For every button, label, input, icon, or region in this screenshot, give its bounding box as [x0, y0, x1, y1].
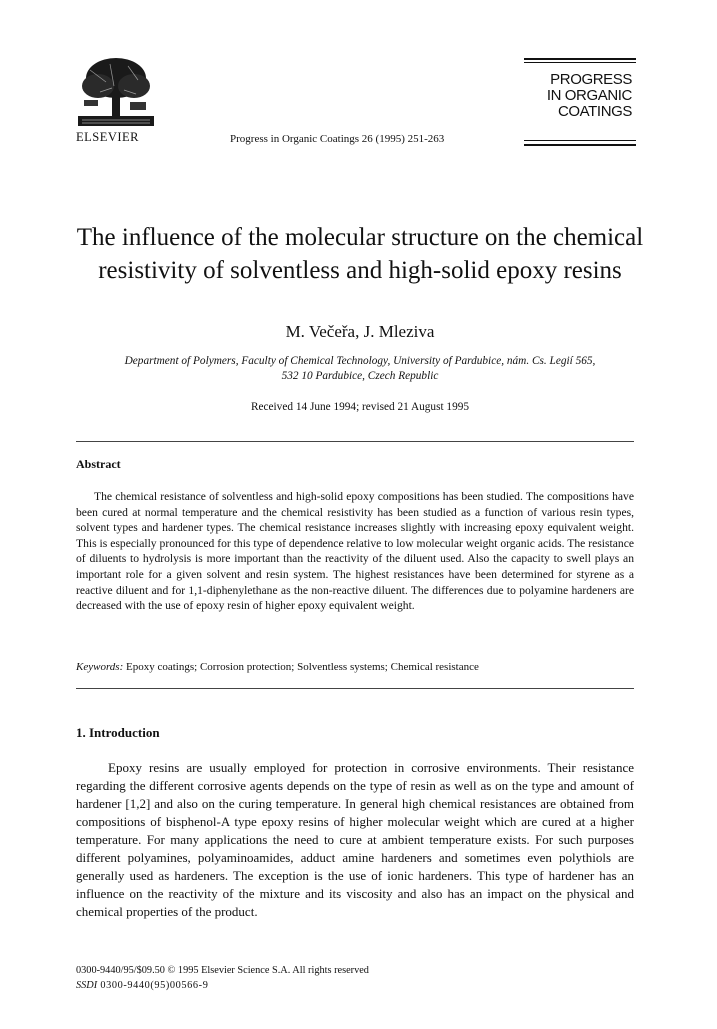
ssdi-label: SSDI: [76, 980, 98, 991]
keywords-list: Epoxy coatings; Corrosion protection; Solventless systems; Chemical resistance: [126, 661, 479, 673]
ssdi-number: 0300-9440(95)00566-9: [100, 980, 209, 991]
article-authors: M. Večeřa, J. Mleziva: [285, 322, 435, 341]
journal-brand: [524, 58, 636, 150]
publisher-name: ELSEVIER: [76, 130, 140, 144]
issn-copyright: 0300-9440/95/$09.50 © 1995 Elsevier Science S.A. All rights reserved: [76, 965, 369, 976]
affiliation-line-2: 532 10 Pardubice, Czech Republic: [281, 370, 439, 382]
ssdi-line: [76, 980, 208, 991]
author-affiliation: [60, 354, 660, 384]
journal-citation: Progress in Organic Coatings 26 (1995) 251-263: [230, 133, 445, 145]
brand-line-3: COATINGS: [557, 103, 632, 120]
affiliation-line-1: Department of Polymers, Faculty of Chemical Technology, University of Pardubice, nám. Cs. Legií 565,: [124, 355, 596, 367]
top-divider: [76, 441, 634, 442]
article-title: The influence of the molecular structure on the chemical resistivity of solventless and high-solid epoxy resins: [76, 224, 644, 284]
brand-line-1: PROGRESS: [550, 71, 632, 88]
abstract-heading: Abstract: [76, 457, 121, 471]
elsevier-tree-logo-icon: [76, 56, 156, 130]
keywords-label: Keywords:: [76, 661, 124, 673]
bottom-divider: [76, 688, 634, 689]
received-dates: Received 14 June 1994; revised 21 August 1995: [250, 401, 470, 413]
introduction-body: Epoxy resins are usually employed for protection in corrosive environments. Their resistance regarding the different corrosive agents depends on the type of resin as well as on the type and amount of hardener [1,2] and also on the curing temperature. In general high chemical resistances are obtained from compositions of bisphenol-A type epoxy resins of higher molecular weight which are cured at a higher temperature. For many applications the need to cure at ambient temperature exists. For such purposes different polyamines, polyaminoamides, adduct amine hardeners and sometimes even polythiols are generally used as hardeners. The exception is the use of ionic hardeners. This type of hardener has an influence on the reactivity of the mixture and its viscosity and also has an impact on the physical and chemical properties of the product.: [76, 760, 634, 919]
section-heading-introduction: 1. Introduction: [76, 725, 160, 740]
abstract-body: The chemical resistance of solventless and high-solid epoxy compositions has been studied. The compositions have been cured at normal temperature and the chemical resistivity has been studied as a function of various resin types, solvent types and hardener types. The chemical resistance increases slightly with increasing epoxy equivalent weight. This is especially pronounced for this type of dependence relative to low molecular weight organic acids. The resistance of diluents to hydrolysis is more important than the reactivity of the diluent used. Also the capacity to swell plays an important role for a given solvent and resin system. The highest resistances have been determined for styrene as a reactive diluent and for 1,1-diphenylethane as the non-reactive diluent. The differences due to polyamine hardeners are decreased with the use of epoxy resin of higher epoxy equivalent weight.: [76, 490, 634, 613]
keywords: [76, 661, 479, 673]
brand-line-2: IN ORGANIC: [546, 87, 632, 104]
